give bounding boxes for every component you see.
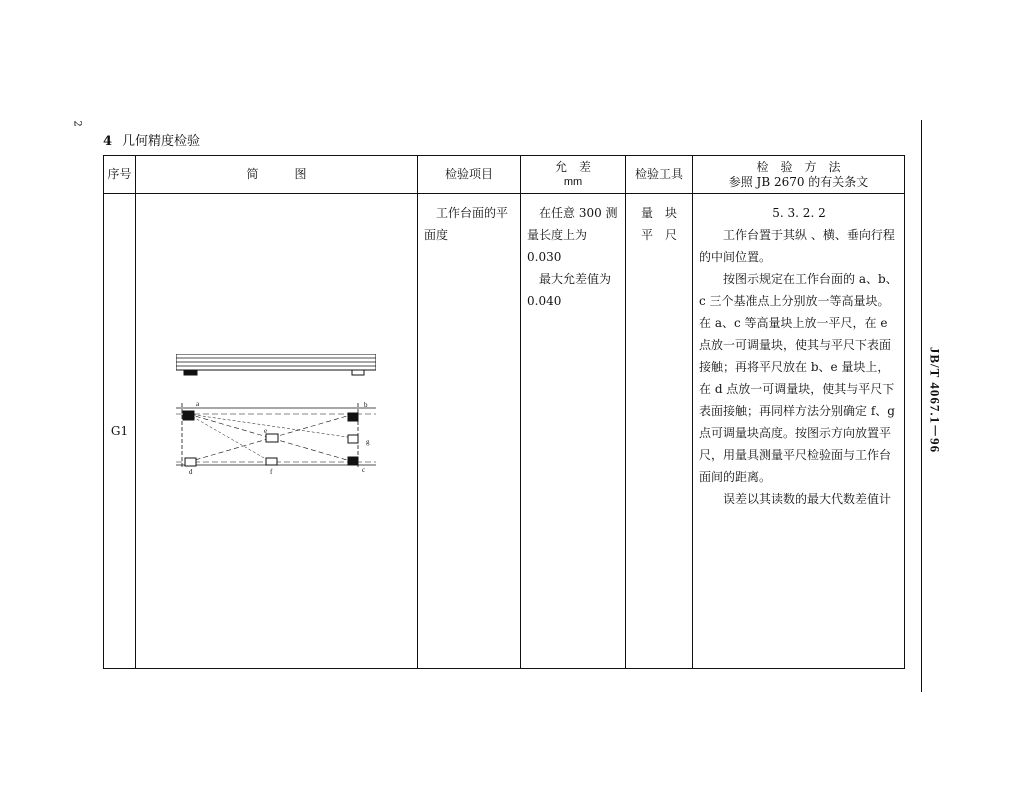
margin-rule bbox=[921, 120, 922, 692]
section-heading bbox=[103, 130, 200, 149]
point-label-b: b bbox=[364, 401, 368, 409]
method-ref-number: 5. 3. 2. 2 bbox=[772, 206, 826, 220]
tolerance-value: 0.030 bbox=[527, 250, 562, 264]
page-number: 2 bbox=[71, 120, 83, 127]
tolerance-line: 最大允差值为 bbox=[539, 272, 612, 286]
row-tools bbox=[626, 194, 693, 669]
row-tolerance bbox=[521, 194, 626, 669]
sketch-point-labels bbox=[189, 400, 370, 474]
point-label-a: a bbox=[196, 400, 200, 408]
tolerance-value: 0.040 bbox=[527, 294, 562, 308]
row-seq: G1 bbox=[104, 194, 136, 669]
section-title: 几何精度检验 bbox=[122, 134, 201, 149]
method-paragraph: 误差以其读数的最大代数差值计 bbox=[723, 492, 892, 506]
header-sketch-label: 简 图 bbox=[246, 167, 307, 181]
method-paragraph: 工作台置于其纵 、横、垂向行程的中间位置。 bbox=[699, 228, 895, 264]
inspection-table bbox=[103, 155, 905, 669]
header-tool: 检验工具 bbox=[626, 156, 693, 194]
header-tolerance-unit: mm bbox=[563, 175, 583, 188]
header-seq: 序号 bbox=[104, 156, 136, 194]
point-label-g: g bbox=[366, 438, 370, 446]
side-view bbox=[176, 354, 376, 375]
header-method-ref: 参照 JB 2670 的有关条文 bbox=[728, 174, 869, 189]
point-label-e: e bbox=[264, 427, 268, 435]
table-flatness-sketch bbox=[176, 354, 376, 474]
table-row bbox=[104, 194, 905, 669]
tolerance-line: 在任意 300 测量长度上为 bbox=[527, 206, 618, 242]
row-method bbox=[693, 194, 905, 669]
header-item: 检验项目 bbox=[418, 156, 521, 194]
section-number: 4 bbox=[103, 134, 113, 149]
table-header-row bbox=[104, 156, 905, 194]
method-paragraph: 按图示规定在工作台面的 a、b、c 三个基准点上分别放一等高量块。在 a、c 等高量块上放一平尺，在 e点放一可调量块，使其与平尺下表面接触；再将平尺放在 b、e 量块上，在 d 点放一可调量块，使其与平尺下表面接触；再同样方法分别确定 f、g 点可调量块高度。按图示方向放置平尺，用量具测量平尺检验面与工作台面间的距离。 bbox=[699, 272, 898, 484]
plan-view bbox=[176, 403, 376, 469]
header-tolerance-label: 允 差 bbox=[554, 159, 591, 174]
row-item: 工作台面的平面度 bbox=[418, 194, 521, 669]
tool-item: 平 尺 bbox=[640, 228, 677, 242]
header-sketch bbox=[136, 156, 418, 194]
standard-code: JB/T 4067.1－96 bbox=[927, 346, 943, 454]
point-label-c: c bbox=[362, 466, 366, 474]
header-method bbox=[693, 156, 905, 194]
row-sketch bbox=[136, 194, 418, 669]
header-tolerance bbox=[521, 156, 626, 194]
point-label-d: d bbox=[189, 468, 193, 474]
header-method-label: 检 验 方 法 bbox=[756, 159, 841, 174]
point-label-f: f bbox=[270, 468, 273, 474]
tool-item: 量 块 bbox=[640, 206, 677, 220]
